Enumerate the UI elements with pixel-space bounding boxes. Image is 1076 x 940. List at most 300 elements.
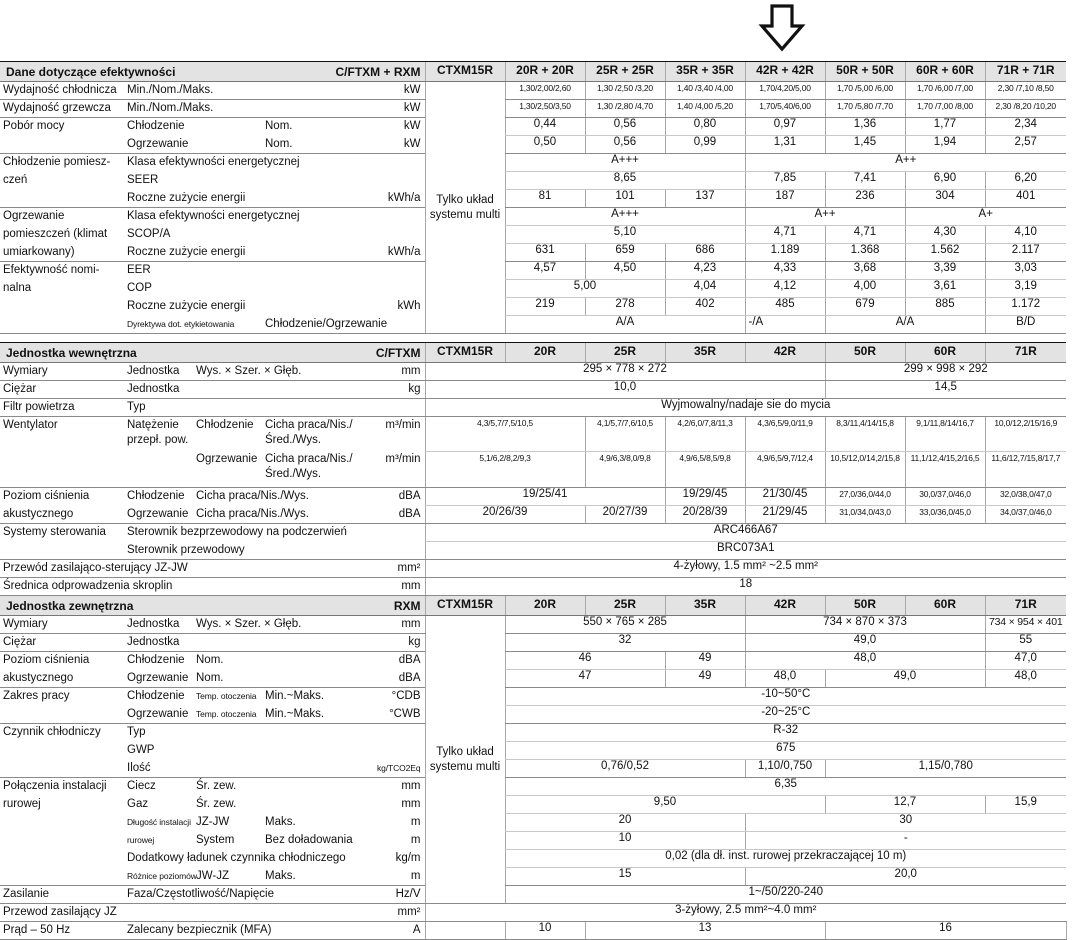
table-row <box>0 616 1066 634</box>
row-sublabel: Min.~Maks. <box>265 690 325 702</box>
table-cell: 4,9/6,5/8,5/9,8 <box>665 451 745 488</box>
unit-label: kg <box>408 636 421 648</box>
efficiency-header-row <box>0 62 1066 82</box>
table-cell: 20 <box>505 814 745 832</box>
column-header: 35R <box>665 343 745 363</box>
table-cell: 4,50 <box>585 262 665 280</box>
table-cell: 1.368 <box>825 244 905 262</box>
table-cell: 0,80 <box>665 118 745 136</box>
table-cell: 9,1/11,8/14/16,7 <box>905 417 985 452</box>
table-cell: 3,39 <box>905 262 985 280</box>
table-cell: 13 <box>585 922 825 940</box>
row-label: Wymiary <box>3 618 48 630</box>
table-cell: 401 <box>985 190 1066 208</box>
column-header: 35R + 35R <box>665 62 745 82</box>
row-sublabel: System <box>196 833 235 846</box>
table-row <box>0 724 1066 742</box>
table-cell: 1,36 <box>825 118 905 136</box>
unit-label: mm <box>401 580 421 592</box>
table-cell: 2,30 /7,10 /8,50 <box>985 82 1066 100</box>
row-sublabel: Natężenie <box>127 419 179 431</box>
table-row <box>0 154 1066 172</box>
row-sublabel: Wys. × Szer. × Głęb. <box>196 618 302 630</box>
table-row <box>0 280 1066 298</box>
unit-label: kWh/a <box>387 245 421 258</box>
table-cell: 0,50 <box>505 136 585 154</box>
section-title: Jednostka wewnętrzna <box>6 346 137 360</box>
column-header: 50R + 50R <box>825 62 905 82</box>
table-cell: 679 <box>825 298 905 316</box>
row-sublabel: Różnice poziomów <box>127 870 197 881</box>
table-cell: 19/25/41 <box>425 488 665 506</box>
row-sublabel: Chłodzenie <box>127 120 185 132</box>
table-cell: 33,0/36,0/45,0 <box>905 506 985 524</box>
table-cell: 686 <box>665 244 745 262</box>
table-cell: 485 <box>745 298 825 316</box>
table-row <box>0 136 1066 154</box>
column-header: 60R <box>905 596 985 616</box>
table-cell: 1,94 <box>905 136 985 154</box>
table-cell: 49 <box>665 670 745 688</box>
table-cell: 1.562 <box>905 244 985 262</box>
table-row <box>0 796 1066 814</box>
column-header: 50R <box>825 596 905 616</box>
row-sublabel: przepł. pow. <box>127 434 189 446</box>
table-cell: 31,0/34,0/43,0 <box>825 506 905 524</box>
table-cell: 299 × 998 × 292 <box>825 363 1066 381</box>
unit-label: m³/min <box>385 453 421 465</box>
row-label: Systemy sterowania <box>3 526 106 538</box>
unit-label: mm² <box>397 562 421 574</box>
table-row <box>0 850 1066 868</box>
column-header: CTXM15R <box>425 596 505 616</box>
table-cell: 4,30 <box>905 226 985 244</box>
unit-label: m <box>410 869 421 882</box>
column-header: 71R + 71R <box>985 62 1066 82</box>
table-cell: 49,0 <box>745 634 985 652</box>
table-cell <box>425 922 505 940</box>
table-cell: 5,1/6,2/8,2/9,3 <box>425 451 585 488</box>
row-label: Poziom ciśnienia <box>3 654 90 666</box>
unit-label: dBA <box>398 507 421 520</box>
table-cell: 4,57 <box>505 262 585 280</box>
table-row <box>0 363 1066 381</box>
table-cell: 187 <box>745 190 825 208</box>
table-cell: 12,7 <box>825 796 985 814</box>
column-header: 42R + 42R <box>745 62 825 82</box>
table-cell: 10,5/12,0/14,2/15,8 <box>825 451 905 488</box>
table-cell: R-32 <box>505 724 1066 742</box>
table-cell: 1,40 /3,40 /4,00 <box>665 82 745 100</box>
table-cell: 55 <box>985 634 1066 652</box>
unit-label: dBA <box>398 671 421 684</box>
row-sublabel: Maks. <box>265 815 296 828</box>
table-row <box>0 706 1066 724</box>
table-cell: 1,77 <box>905 118 985 136</box>
section-title: Dane dotyczące efektywności <box>6 65 176 79</box>
table-cell: -20~25°C <box>505 706 1066 724</box>
table-cell: 6,35 <box>505 778 1066 796</box>
unit-label: kWh/a <box>387 191 421 204</box>
table-row <box>0 451 1066 488</box>
table-cell: 101 <box>585 190 665 208</box>
row-label: Przewód zasilająco-sterujący JZ-JW <box>3 562 188 574</box>
row-sublabel: Min./Nom./Maks. <box>127 84 214 96</box>
row-sublabel: Chłodzenie <box>127 654 185 666</box>
row-sublabel: Sterownik bezprzewodowy na podczerwień <box>127 526 347 538</box>
table-cell: 1,10/0,750 <box>745 760 825 778</box>
row-label: Wydajność grzewcza <box>3 102 111 114</box>
table-cell: 3,03 <box>985 262 1066 280</box>
row-label: Zasilanie <box>3 888 50 900</box>
table-row <box>0 298 1066 316</box>
table-row <box>0 244 1066 262</box>
row-label: akustycznego <box>3 671 74 684</box>
table-cell: 7,41 <box>825 172 905 190</box>
table-cell: 1,30/2,50/3,50 <box>505 100 585 118</box>
row-label: Czynnik chłodniczy <box>3 726 101 738</box>
row-label: Wydajność chłodnicza <box>3 84 117 96</box>
row-sublabel: Typ <box>127 726 146 738</box>
table-row <box>0 381 1066 399</box>
table-cell: 4,33 <box>745 262 825 280</box>
row-sublabel: Jednostka <box>127 618 180 630</box>
row-sublabel: Ogrzewanie <box>127 707 189 720</box>
row-sublabel: EER <box>127 264 151 276</box>
table-cell: 4,9/6,5/9,7/12,4 <box>745 451 825 488</box>
table-row <box>0 560 1066 578</box>
table-row <box>0 100 1066 118</box>
table-cell: B/D <box>985 316 1066 334</box>
row-sublabel: Jednostka <box>127 383 180 395</box>
table-cell: 4,3/5,7/7,5/10,5 <box>425 417 585 452</box>
table-cell: 2.117 <box>985 244 1066 262</box>
table-cell: 2,34 <box>985 118 1066 136</box>
row-sublabel: rurowej <box>127 834 155 845</box>
row-sublabel: GWP <box>127 743 155 756</box>
table-cell: 2,30 /8,20 /10,20 <box>985 100 1066 118</box>
table-cell: 675 <box>505 742 1066 760</box>
table-row <box>0 922 1066 940</box>
row-sublabel: Ciecz <box>127 780 156 792</box>
table-cell: 10 <box>505 922 585 940</box>
table-cell: 8,65 <box>505 172 745 190</box>
table-cell: 550 × 765 × 285 <box>505 616 745 634</box>
table-cell: 8,3/11,4/14/15,8 <box>825 417 905 452</box>
table-row <box>0 868 1066 886</box>
table-cell: -/A <box>745 316 825 334</box>
table-cell: 27,0/36,0/44,0 <box>825 488 905 506</box>
table-cell: 295 × 778 × 272 <box>425 363 825 381</box>
row-sublabel: Zalecany bezpiecznik (MFA) <box>127 924 272 936</box>
table-cell: 304 <box>905 190 985 208</box>
row-sublabel: Chłodzenie <box>127 490 185 502</box>
table-cell: 20/27/39 <box>585 506 665 524</box>
table-cell: 48,0 <box>745 652 985 670</box>
row-sublabel: Jednostka <box>127 365 180 377</box>
row-sublabel: Faza/Częstotliwość/Napięcie <box>127 888 275 900</box>
table-cell: 6,20 <box>985 172 1066 190</box>
row-sublabel: Min./Nom./Maks. <box>127 102 214 114</box>
row-label: Efektywność nomi- <box>3 264 100 276</box>
row-sublabel: SCOP/A <box>127 227 171 240</box>
table-cell: 1.189 <box>745 244 825 262</box>
table-row <box>0 634 1066 652</box>
table-cell: A+ <box>905 208 1066 226</box>
row-sublabel: Chłodzenie <box>196 419 254 431</box>
table-cell: A/A <box>505 316 745 334</box>
spec-table <box>0 61 1066 940</box>
row-label: Poziom ciśnienia <box>3 490 90 502</box>
unit-label: °CWB <box>389 707 421 720</box>
row-label: umiarkowany) <box>3 245 75 258</box>
row-label: Chłodzenie pomiesz- <box>3 156 111 168</box>
indoor-header-row <box>0 343 1066 363</box>
row-sublabel: Długość instalacji <box>127 816 191 827</box>
table-cell: 47,0 <box>985 652 1066 670</box>
column-header: 71R <box>985 596 1066 616</box>
table-cell: 34,0/37,0/46,0 <box>985 506 1066 524</box>
table-cell: 1,30/2,00/2,60 <box>505 82 585 100</box>
unit-label: mm <box>401 780 421 792</box>
table-cell: 2,57 <box>985 136 1066 154</box>
row-sublabel: Maks. <box>265 869 296 882</box>
row-label: nalna <box>3 281 32 294</box>
table-cell: 4,9/6,3/8,0/9,8 <box>585 451 665 488</box>
table-cell: 278 <box>585 298 665 316</box>
row-sublabel: Śred./Wys. <box>265 468 322 480</box>
table-cell: 1,70 /5,00 /6,00 <box>825 82 905 100</box>
table-cell: 4,12 <box>745 280 825 298</box>
unit-label: m <box>410 833 421 846</box>
unit-label: Hz/V <box>395 888 421 900</box>
section-title: Jednostka zewnętrzna <box>6 599 134 613</box>
table-row <box>0 904 1066 922</box>
table-row <box>0 316 1066 334</box>
unit-label: kg/m <box>395 851 421 864</box>
row-label: Zakres pracy <box>3 690 70 702</box>
unit-label: kg <box>408 383 421 395</box>
table-cell: - <box>745 832 1066 850</box>
column-header: 42R <box>745 343 825 363</box>
row-label: Ciężar <box>3 636 37 648</box>
model-label: C/FTXM <box>375 346 421 360</box>
table-cell: ARC466A67 <box>425 524 1066 542</box>
table-row <box>0 760 1066 778</box>
column-header: 25R + 25R <box>585 62 665 82</box>
table-cell: 4,1/5,7/7,6/10,5 <box>585 417 665 452</box>
table-cell: 21/30/45 <box>745 488 825 506</box>
table-cell: -10~50°C <box>505 688 1066 706</box>
table-row <box>0 652 1066 670</box>
unit-label: kW <box>403 137 421 150</box>
unit-label: kWh <box>397 299 421 312</box>
column-header: 42R <box>745 596 825 616</box>
table-cell: 16 <box>825 922 1066 940</box>
table-row <box>0 832 1066 850</box>
row-label: czeń <box>3 173 28 186</box>
row-label: Ciężar <box>3 383 37 395</box>
row-sublabel: Nom. <box>265 120 293 132</box>
table-cell: 1,45 <box>825 136 905 154</box>
row-label: Prąd – 50 Hz <box>3 924 71 936</box>
row-sublabel: Klasa efektywności energetycznej <box>127 156 300 168</box>
table-cell: 32,0/38,0/47,0 <box>985 488 1066 506</box>
row-sublabel: Ogrzewanie <box>127 137 189 150</box>
unit-label: dBA <box>398 654 421 666</box>
unit-label: mm <box>401 365 421 377</box>
model-label: C/FTXM + RXM <box>335 65 421 79</box>
table-cell: 1,40 /4,00 /5,20 <box>665 100 745 118</box>
table-cell: 7,85 <box>745 172 825 190</box>
section-spacer <box>0 334 1066 343</box>
table-cell: 885 <box>905 298 985 316</box>
table-cell: 20,0 <box>745 868 1066 886</box>
table-cell: 0,02 (dla dł. inst. rurowej przekraczającej 10 m) <box>505 850 1066 868</box>
table-row <box>0 688 1066 706</box>
table-cell: 1.172 <box>985 298 1066 316</box>
table-cell: 137 <box>665 190 745 208</box>
column-header: 20R <box>505 596 585 616</box>
table-cell: 46 <box>505 652 665 670</box>
row-label: rurowej <box>3 797 41 810</box>
table-cell: 3,68 <box>825 262 905 280</box>
table-cell: 631 <box>505 244 585 262</box>
row-sublabel: COP <box>127 281 152 294</box>
table-cell: 0,56 <box>585 136 665 154</box>
table-cell: 0,97 <box>745 118 825 136</box>
table-row <box>0 262 1066 280</box>
row-sublabel: JZ-JW <box>196 815 230 828</box>
row-sublabel: Nom. <box>196 654 224 666</box>
unit-label: kW <box>403 84 421 96</box>
column-header: CTXM15R <box>425 62 505 82</box>
row-sublabel: Wys. × Szer. × Głęb. <box>196 365 302 377</box>
unit-label: mm² <box>397 906 421 918</box>
row-sublabel: Roczne zużycie energii <box>127 299 246 312</box>
table-row <box>0 524 1066 542</box>
table-cell: 659 <box>585 244 665 262</box>
table-row <box>0 506 1066 524</box>
model-label: RXM <box>393 599 421 613</box>
table-cell: 1,70/5,40/6,00 <box>745 100 825 118</box>
column-header: 71R <box>985 343 1066 363</box>
table-cell: 21/29/45 <box>745 506 825 524</box>
table-cell: 14,5 <box>825 381 1066 399</box>
row-sublabel: Cicha praca/Nis./Wys. <box>196 507 310 520</box>
table-cell: 4,23 <box>665 262 745 280</box>
table-cell: 48,0 <box>985 670 1066 688</box>
table-cell: 219 <box>505 298 585 316</box>
table-cell: 1,70 /6,00 /7,00 <box>905 82 985 100</box>
unit-label: kW <box>403 120 421 132</box>
multi-system-note: Tylko układ systemu multi <box>425 616 505 904</box>
row-sublabel: Cicha praca/Nis./Wys. <box>196 490 310 502</box>
table-cell: 3,61 <box>905 280 985 298</box>
table-cell: 4,10 <box>985 226 1066 244</box>
table-cell: A++ <box>745 154 1066 172</box>
table-row <box>0 118 1066 136</box>
row-label: Wymiary <box>3 365 48 377</box>
multi-system-note: Tylko układ systemu multi <box>425 82 505 334</box>
table-cell: 10,0/12,2/15/16,9 <box>985 417 1066 452</box>
table-cell: 11,6/12,7/15,8/17,7 <box>985 451 1066 488</box>
table-cell: Wyjmowalny/nadaje sie do mycia <box>425 399 1066 417</box>
down-arrow-icon <box>758 4 806 52</box>
row-sublabel: Dodatkowy ładunek czynnika chłodniczego <box>127 851 346 864</box>
column-header: 20R + 20R <box>505 62 585 82</box>
table-cell: 236 <box>825 190 905 208</box>
table-cell: 4,00 <box>825 280 905 298</box>
table-cell: 11,1/12,4/15,2/16,5 <box>905 451 985 488</box>
table-row <box>0 578 1066 596</box>
table-row <box>0 82 1066 100</box>
row-sublabel: JW-JZ <box>196 869 230 882</box>
table-cell: 1,15/0,780 <box>825 760 1066 778</box>
table-cell: 10,0 <box>425 381 825 399</box>
row-sublabel: Nom. <box>196 671 224 684</box>
column-header: 35R <box>665 596 745 616</box>
table-cell: 1,70/4,20/5,00 <box>745 82 825 100</box>
table-cell: 30 <box>745 814 1066 832</box>
unit-label: dBA <box>398 490 421 502</box>
table-cell: 15 <box>505 868 745 886</box>
unit-label: mm <box>401 618 421 630</box>
table-row <box>0 417 1066 452</box>
row-sublabel: Roczne zużycie energii <box>127 245 246 258</box>
table-cell: 49 <box>665 652 745 670</box>
table-cell: 18 <box>425 578 1066 596</box>
row-sublabel: Klasa efektywności energetycznej <box>127 210 300 222</box>
row-sublabel: Cicha praca/Nis./ <box>265 419 353 431</box>
column-header: 25R <box>585 343 665 363</box>
table-cell: 402 <box>665 298 745 316</box>
row-sublabel: Chłodzenie/Ogrzewanie <box>265 317 388 330</box>
row-sublabel: Śred./Wys. <box>265 434 322 446</box>
row-sublabel: Chłodzenie <box>127 690 185 702</box>
table-cell: 1,70 /7,00 /8,00 <box>905 100 985 118</box>
table-row <box>0 190 1066 208</box>
table-cell: 20/28/39 <box>665 506 745 524</box>
table-row <box>0 778 1066 796</box>
table-row <box>0 886 1066 904</box>
table-row <box>0 670 1066 688</box>
table-cell: 5,00 <box>505 280 665 298</box>
row-sublabel: Temp. otoczenia <box>196 708 257 719</box>
row-label: Połączenia instalacji <box>3 780 107 792</box>
column-header: 50R <box>825 343 905 363</box>
table-cell: 3-żyłowy, 2.5 mm²~4.0 mm² <box>425 904 1066 922</box>
unit-label: A <box>412 924 421 936</box>
table-cell: 6,90 <box>905 172 985 190</box>
table-cell: 81 <box>505 190 585 208</box>
table-cell: A+++ <box>505 154 745 172</box>
table-row <box>0 399 1066 417</box>
row-sublabel: Typ <box>127 401 146 413</box>
table-cell: 9,50 <box>505 796 825 814</box>
table-row <box>0 226 1066 244</box>
column-header: 20R <box>505 343 585 363</box>
row-sublabel: Bez doładowania <box>265 833 353 846</box>
row-label: Średnica odprowadzenia skroplin <box>3 580 173 592</box>
table-cell: 49,0 <box>825 670 985 688</box>
column-header: 60R <box>905 343 985 363</box>
table-cell: 4,71 <box>745 226 825 244</box>
row-sublabel: Ogrzewanie <box>127 507 189 520</box>
table-cell: 32 <box>505 634 745 652</box>
table-cell: A/A <box>825 316 985 334</box>
table-cell: 734 × 870 × 373 <box>745 616 985 634</box>
